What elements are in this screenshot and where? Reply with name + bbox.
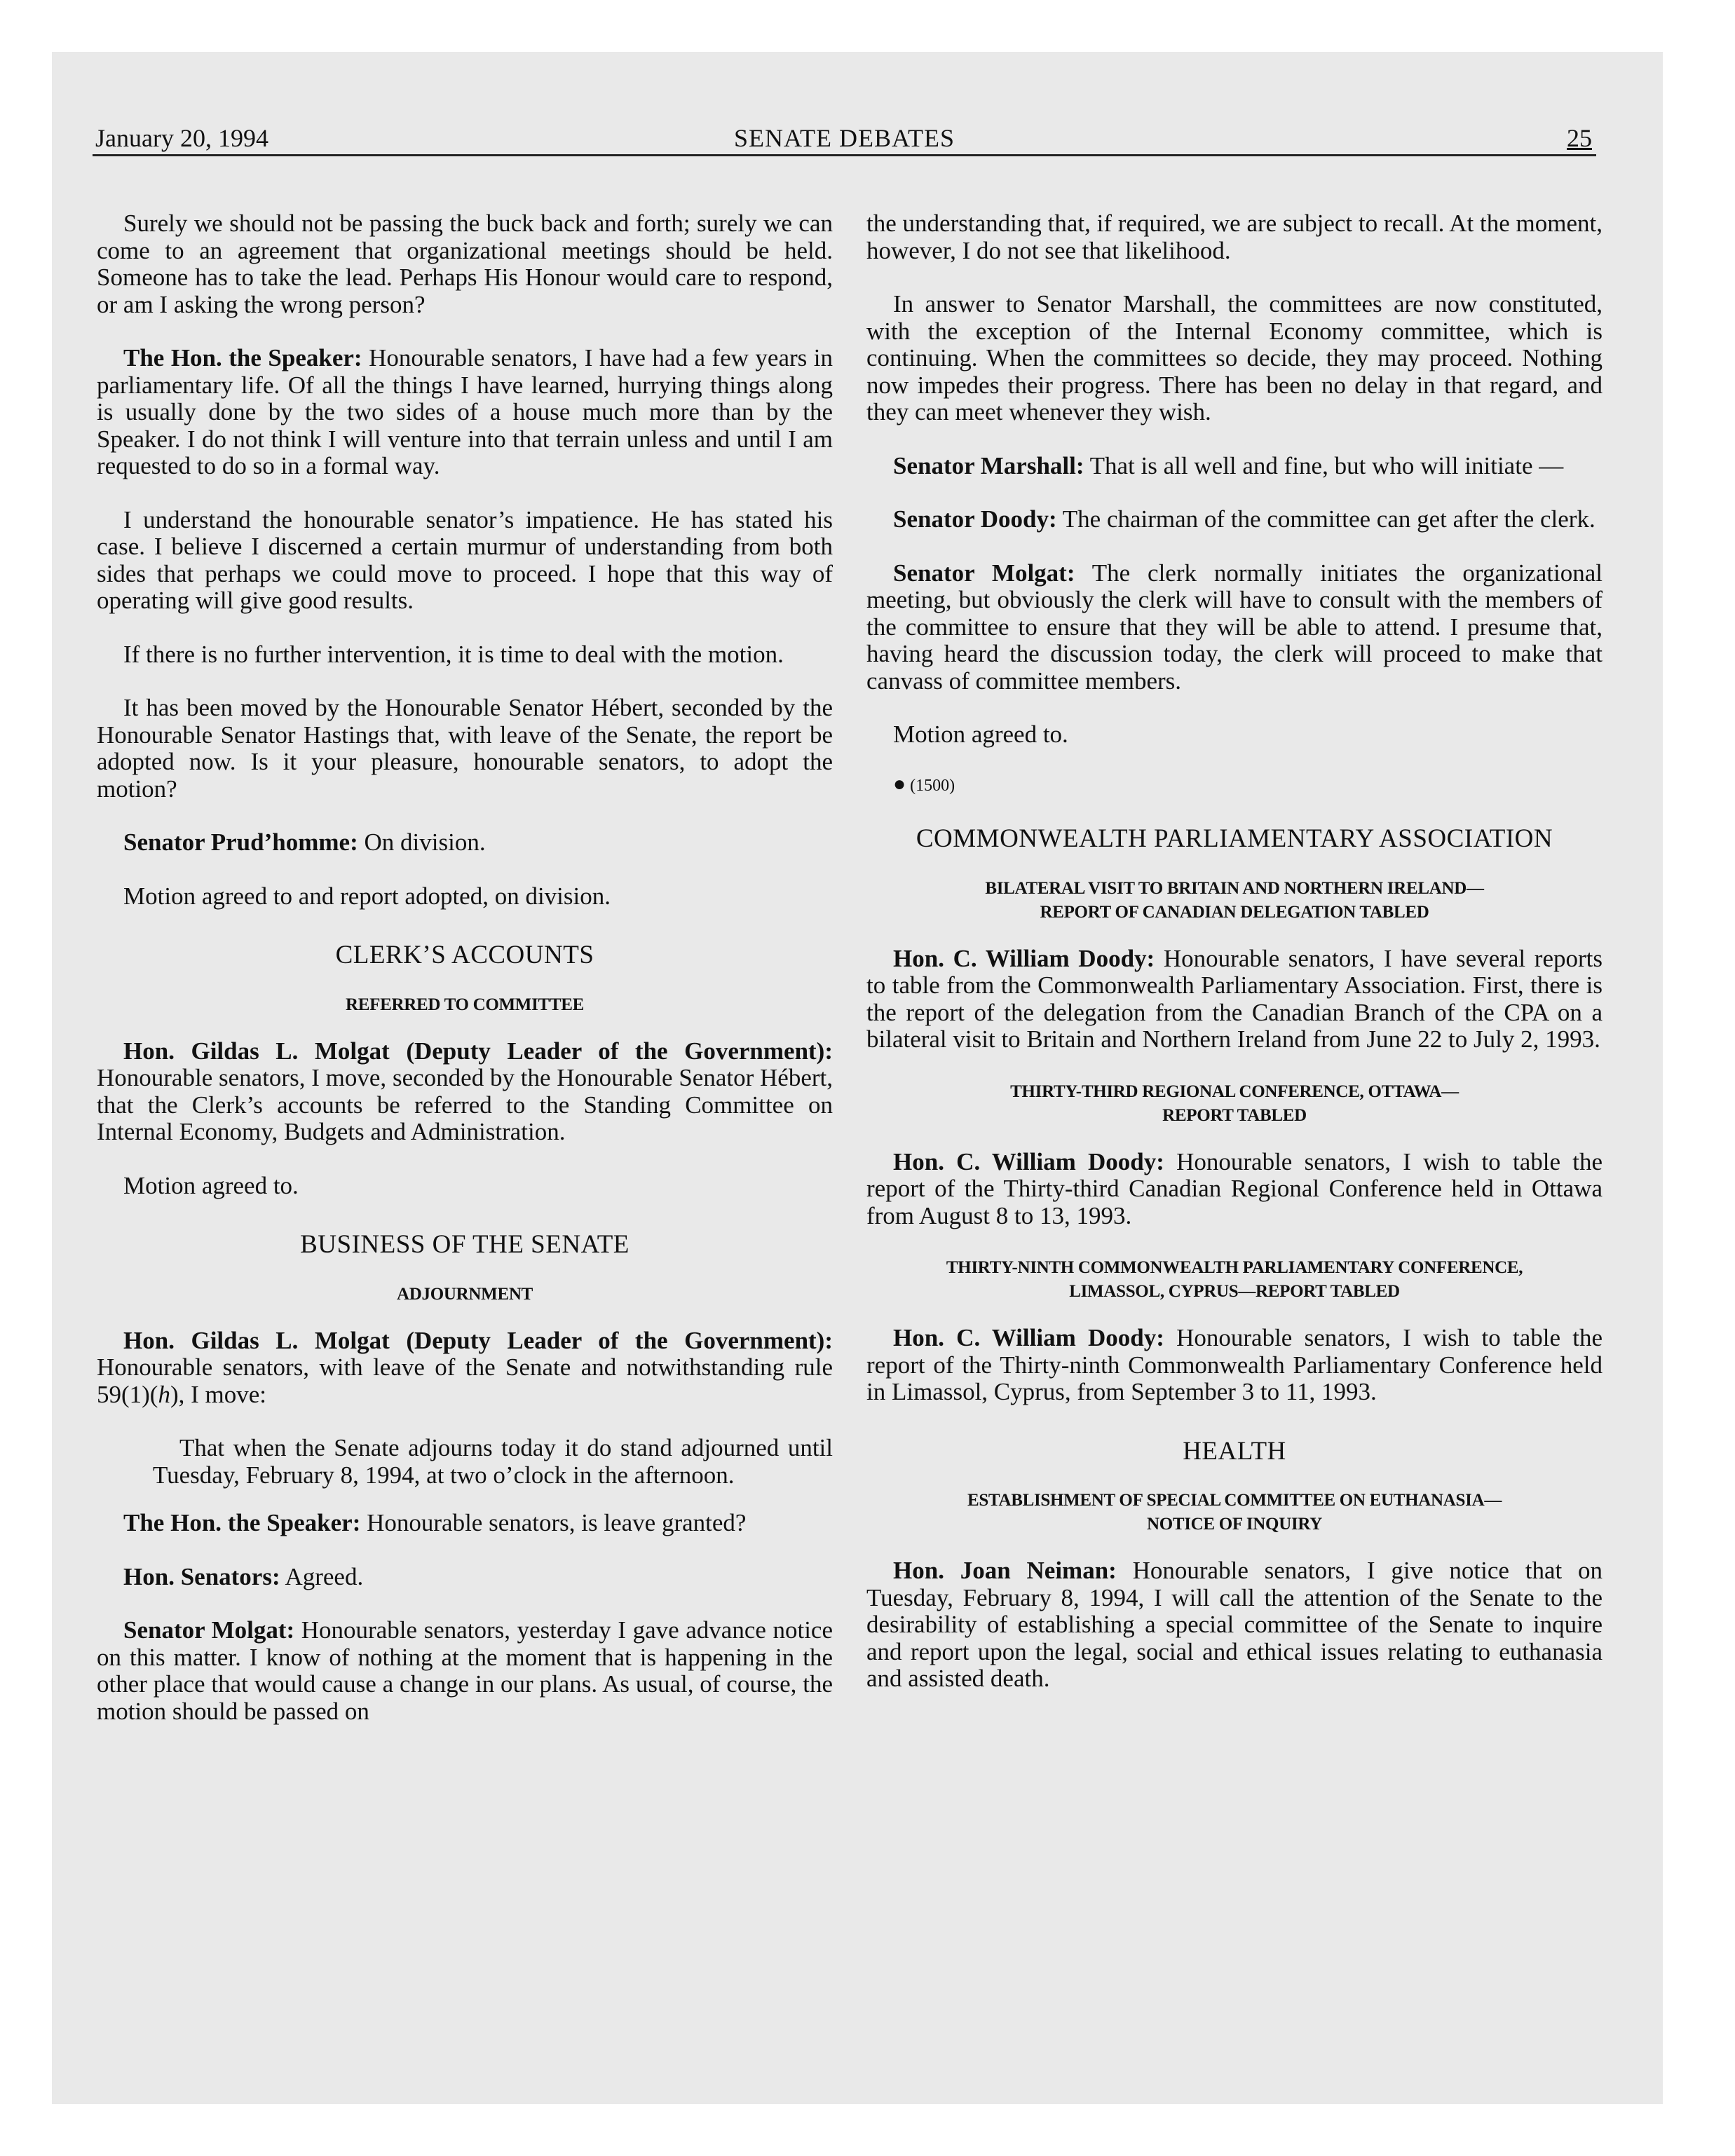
speech-text: Agreed. [280, 1562, 364, 1590]
section-heading: BUSINESS OF THE SENATE [300, 1230, 630, 1259]
subsection-heading [866, 1080, 1603, 1128]
subsection-heading: REFERRED TO COMMITTEE [345, 995, 585, 1014]
paragraph [97, 829, 833, 857]
speaker-name: Hon. Senators: [123, 1562, 280, 1590]
paragraph [97, 1564, 833, 1591]
speech-text: The clerk normally initiates the organizational meeting, but obviously the clerk will have to consult with the members of the committee to ensure that they will be able to attend. I presume that, having heard the discussion today, the clerk will proceed to make that canvass of committee members. [866, 559, 1603, 695]
section-heading: COMMONWEALTH PARLIAMENTARY ASSOCIATION [916, 824, 1553, 853]
paragraph: Motion agreed to and report adopted, on division. [123, 882, 611, 910]
paragraph: Motion agreed to. [123, 1171, 299, 1199]
paragraph: If there is no further intervention, it is time to deal with the motion. [123, 640, 784, 668]
paragraph [97, 1510, 833, 1537]
page-number: 25 [1567, 124, 1592, 152]
subsection-heading-line: BILATERAL VISIT TO BRITAIN AND NORTHERN IRELAND— [985, 878, 1484, 898]
speech-text: Honourable senators, I wish to table the report of the Thirty-ninth Commonwealth Parliamentary Conference held in Limassol, Cyprus, from September 3 to 11, 1993. [866, 1324, 1603, 1405]
subsection-heading-line: NOTICE OF INQUIRY [1146, 1515, 1323, 1534]
speaker-name: Senator Molgat: [123, 1616, 295, 1644]
speech-text: Honourable senators, with leave of the Senate and notwithstanding rule 59(1)( [97, 1353, 833, 1408]
paragraph [866, 946, 1603, 1053]
paragraph [866, 1557, 1603, 1693]
speech-text: Honourable senators, yesterday I gave advance notice on this matter. I know of nothing at the moment that is happening in the other place that would cause a change in our plans. As usual, of course, the motion should be passed on [97, 1616, 833, 1725]
header-date: January 20, 1994 [95, 124, 268, 152]
speaker-name: Senator Marshall: [893, 451, 1084, 479]
speaker-name: Hon. Gildas L. Molgat (Deputy Leader of the Government): [123, 1037, 833, 1065]
speaker-name: Hon. C. William Doody: [893, 1324, 1164, 1351]
motion-quote: That when the Senate adjourns today it do stand adjourned until Tuesday, February 8, 1994, at two o’clock in the afternoon. [153, 1434, 833, 1489]
paragraph [866, 506, 1603, 533]
speaker-name: Hon. Gildas L. Molgat (Deputy Leader of the Government): [123, 1326, 833, 1354]
subsection-heading-line: REPORT OF CANADIAN DELEGATION TABLED [1040, 902, 1429, 922]
subsection-heading-line: THIRTY-NINTH COMMONWEALTH PARLIAMENTARY CONFERENCE, [946, 1258, 1523, 1277]
section-heading: HEALTH [1183, 1436, 1286, 1466]
paragraph [866, 1325, 1603, 1406]
speaker-name: Hon. C. William Doody: [893, 1147, 1164, 1175]
subsection-heading-line: ESTABLISHMENT OF SPECIAL COMMITTEE ON EUTHANASIA— [967, 1491, 1502, 1510]
speech-text: That is all well and fine, but who will initiate — [1084, 451, 1564, 479]
speech-text: Honourable senators, I have had a few years in parliamentary life. Of all the things I have learned, hurrying things along is usually done by the two sides of a house much more than by the Speaker. I do not think I will venture into that terrain unless and until I am requested to do so in a formal way. [97, 344, 833, 479]
page-header [93, 118, 1596, 156]
header-title: SENATE DEBATES [733, 124, 955, 152]
paragraph [97, 345, 833, 480]
paragraph [866, 560, 1603, 695]
speaker-name: The Hon. the Speaker: [123, 344, 362, 371]
subsection-heading-line: THIRTY-THIRD REGIONAL CONFERENCE, OTTAWA— [1010, 1082, 1459, 1101]
paragraph: Surely we should not be passing the buck back and forth; surely we can come to an agreement that organizational meetings should be held. Someone has to take the lead. Perhaps His Honour would care to respond, or am I asking the wrong person? [97, 210, 833, 318]
subsection-heading-line: REPORT TABLED [1162, 1105, 1307, 1125]
speaker-name: Senator Molgat: [893, 559, 1075, 587]
speech-text: The chairman of the committee can get after the clerk. [1056, 505, 1595, 533]
subsection-heading-line: LIMASSOL, CYPRUS—REPORT TABLED [1069, 1282, 1400, 1301]
paragraph: Motion agreed to. [893, 721, 1068, 748]
speech-text: ), I move: [170, 1380, 267, 1408]
paragraph [97, 1328, 833, 1409]
subsection-heading [866, 1489, 1603, 1536]
right-column [866, 210, 1603, 1719]
speaker-name: Senator Prud’homme: [123, 828, 358, 856]
time-stamp: (1500) [910, 776, 955, 795]
subsection-heading [866, 877, 1603, 925]
time-marker [866, 771, 1603, 800]
paragraph: the understanding that, if required, we are subject to recall. At the moment, however, I do not see that likelihood. [866, 210, 1603, 264]
speaker-name: The Hon. the Speaker: [123, 1509, 361, 1536]
speaker-name: Hon. Joan Neiman: [893, 1557, 1117, 1584]
speech-text: Honourable senators, is leave granted? [360, 1509, 747, 1536]
paragraph: It has been moved by the Honourable Senator Hébert, seconded by the Honourable Senator Hastings that, with leave of the Senate, the report be adopted now. Is it your pleasure, honourable senators, to adopt the motion? [97, 694, 833, 803]
speech-text: Honourable senators, I have several reports to table from the Commonwealth Parliamentary Association. First, there is the report of the delegation from the Canadian Branch of the CPA on a bilateral visit to Britain and Northern Ireland from June 22 to July 2, 1993. [866, 944, 1603, 1053]
speech-text: Honourable senators, I wish to table the report of the Thirty-third Canadian Regional Conference held in Ottawa from August 8 to 13, 1993. [866, 1147, 1603, 1229]
paragraph [97, 1617, 833, 1725]
subsection-heading: ADJOURNMENT [397, 1284, 533, 1304]
paragraph [866, 1149, 1603, 1230]
paragraph: In answer to Senator Marshall, the committees are now constituted, with the exception of the Internal Economy committee, which is continuing. When the committees so decide, they may proceed. Nothing now impedes their progress. There has been no delay in that regard, and they can meet whenever they wish. [866, 290, 1603, 425]
section-heading: CLERK’S ACCOUNTS [335, 941, 594, 969]
paragraph [866, 453, 1603, 480]
paragraph: I understand the honourable senator’s impatience. He has stated his case. I believe I discerned a certain murmur of understanding from both sides that perhaps we could move to proceed. I hope that this way of operating will give good results. [97, 505, 833, 614]
speech-text: Honourable senators, I give notice that on Tuesday, February 8, 1994, I will call the attention of the Senate to the desirability of establishing a special committee of the Senate to inquire and report upon the legal, social and ethical issues relating to euthanasia and assisted death. [866, 1557, 1603, 1692]
speech-text: On division. [358, 828, 486, 856]
subsection-heading [866, 1256, 1603, 1304]
speech-text: Honourable senators, I move, seconded by the Honourable Senator Hébert, that the Clerk’s accounts be referred to the Standing Committee on Internal Economy, Budgets and Administration. [97, 1064, 833, 1145]
rule-letter: h [158, 1380, 170, 1408]
speaker-name: Senator Doody: [893, 505, 1057, 533]
paragraph [97, 1038, 833, 1146]
speaker-name: Hon. C. William Doody: [893, 944, 1155, 972]
left-column [97, 210, 833, 1752]
bullet-icon: ● [893, 772, 906, 796]
